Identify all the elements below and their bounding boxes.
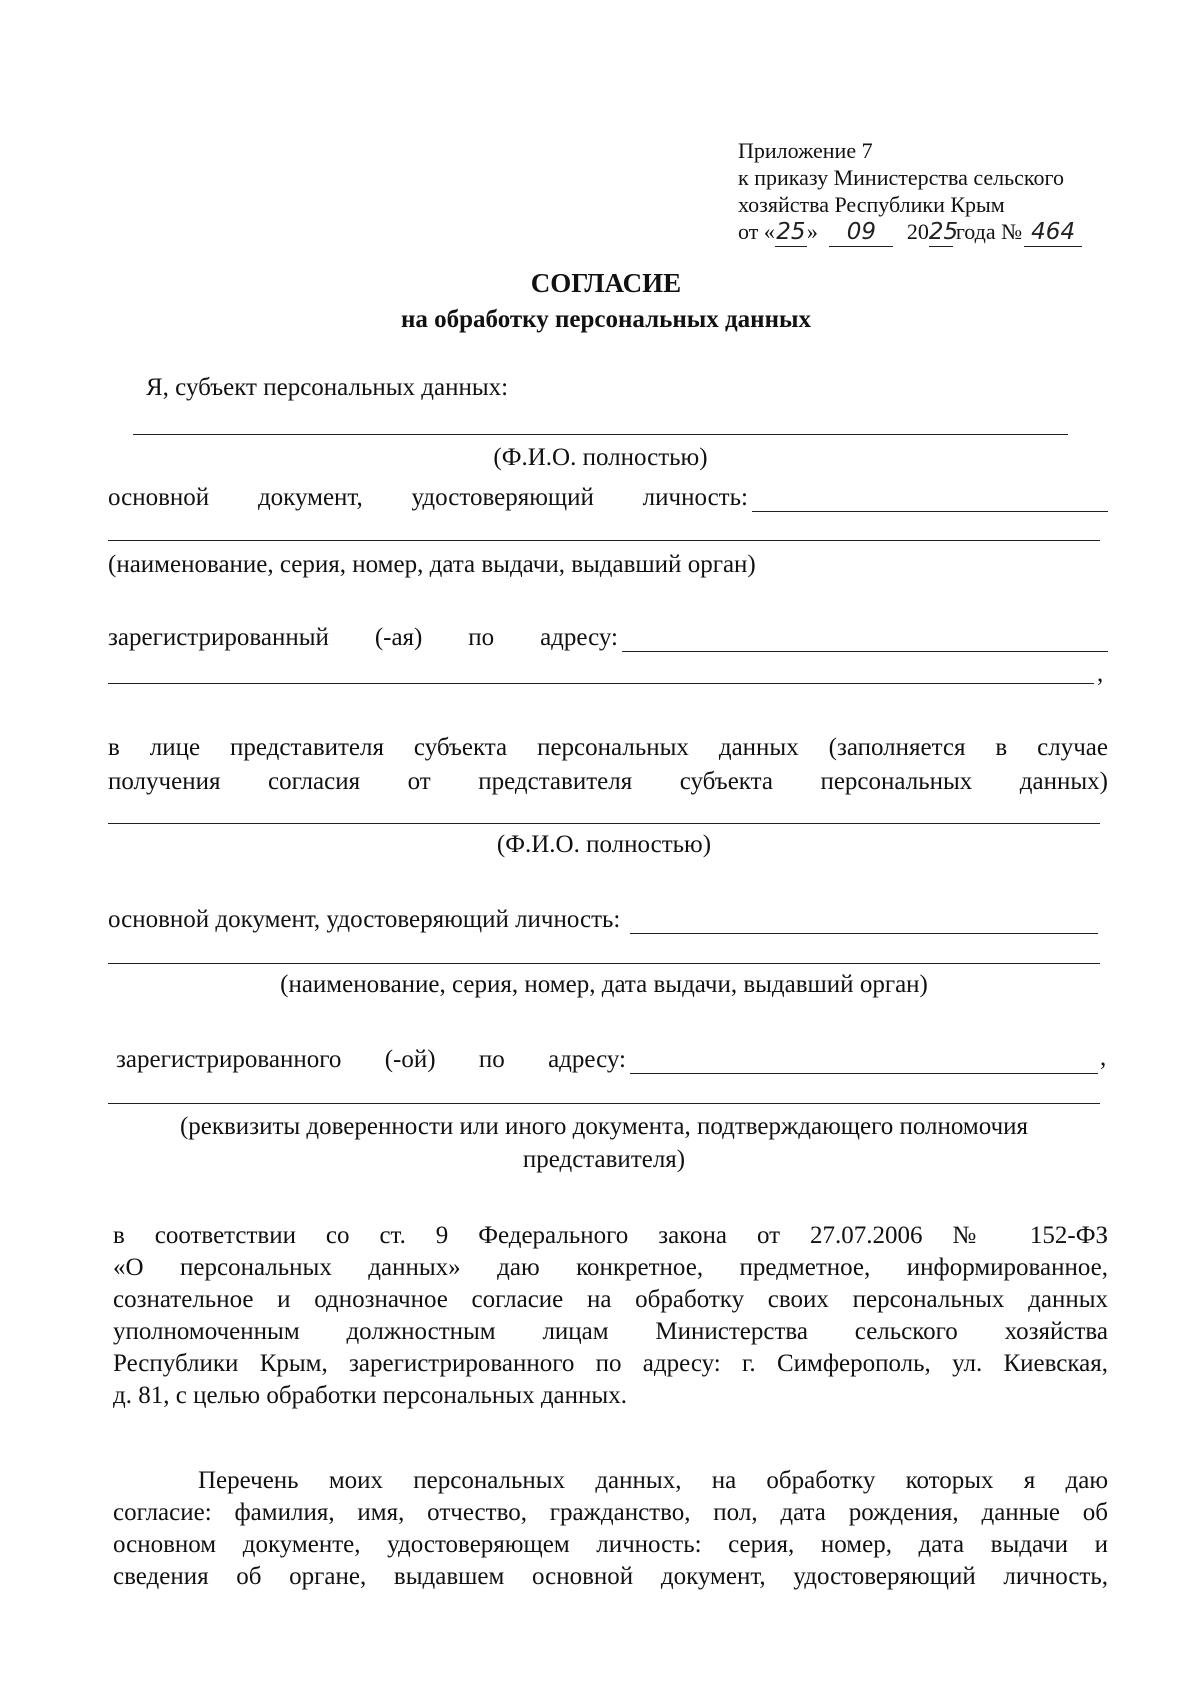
representative-address-row: зарегистрированного (-ой) по адресу: [116, 1040, 1098, 1074]
subject-fio-field[interactable] [133, 434, 1068, 435]
representative-intro-line-2: получения согласия от представителя субъекта персональных данных) [108, 768, 1108, 795]
representative-poa-caption-2: представителя) [522, 1146, 686, 1173]
representative-intro-line-1: в лице представителя субъекта персональных данных (заполняется в случае [108, 734, 1108, 761]
document-title: СОГЛАСИЕ [530, 268, 682, 298]
subject-document-field-2[interactable] [108, 540, 1100, 541]
ministry-line: хозяйства Республики Крым [738, 192, 1005, 217]
subject-intro: Я, субъект персональных данных: [146, 374, 509, 401]
representative-fio-field[interactable] [108, 823, 1100, 824]
subject-document-row: основной документ, удостоверяющий личность: [108, 478, 1108, 512]
subject-document-field[interactable] [752, 485, 1108, 512]
appendix-label: Приложение 7 [738, 138, 873, 163]
subject-address-field[interactable] [622, 625, 1108, 652]
handwritten-day: 25 [776, 219, 806, 245]
consent-paragraph: в соответствии со ст. 9 Федерального закона от 27.07.2006 № 152-ФЗ «О персональных данных» даю конкретное, предметное, информированное, сознательное и однозначное согласие на обработку своих персональных данных уполномоченным должностным лицам Министерства сельского хозяйства Республики Крым, зарегистрированного по адресу: г. Симферополь, ул. Киевская, д. 81, с целью обработки персональных данных. [113, 1222, 1108, 1409]
representative-address-comma: , [1100, 1044, 1107, 1071]
subject-address-field-2[interactable] [108, 683, 1094, 684]
handwritten-order-number: 464 [1024, 219, 1082, 247]
representative-address-field[interactable] [630, 1047, 1098, 1074]
subject-address-comma: , [1097, 660, 1104, 687]
order-date-line: от «25» 09 2025года № 464 [738, 218, 1082, 247]
representative-poa-field[interactable] [108, 1103, 1100, 1104]
representative-document-caption: (наименование, серия, номер, дата выдачи, выдавший орган) [280, 971, 928, 998]
representative-document-row: основной документ, удостоверяющий личность: [108, 900, 1098, 934]
handwritten-year: 25 [928, 219, 959, 245]
handwritten-month: 09 [829, 219, 893, 247]
representative-document-field-2[interactable] [108, 963, 1100, 964]
subject-address-row: зарегистрированный (-ая) по адресу: [108, 618, 1108, 652]
subject-document-caption: (наименование, серия, номер, дата выдачи, выдавший орган) [108, 551, 756, 578]
personal-data-list-paragraph: Перечень моих персональных данных, на обработку которых я даю согласие: фамилия, имя, отчество, гражданство, пол, дата рождения, данные об основном документе, удостоверяющем личность: серия, номер, дата выдачи и сведения об органе, выдавшем основной документ, удостоверяющий личность, [113, 1467, 1108, 1590]
subject-fio-caption: (Ф.И.О. полностью) [493, 444, 708, 471]
order-reference-line: к приказу Министерства сельского [738, 165, 1064, 190]
document-subtitle: на обработку персональных данных [401, 306, 811, 333]
representative-poa-caption-1: (реквизиты доверенности или иного документа, подтверждающего полномочия [179, 1113, 1029, 1140]
representative-fio-caption: (Ф.И.О. полностью) [496, 831, 712, 858]
representative-document-field[interactable] [630, 907, 1098, 934]
